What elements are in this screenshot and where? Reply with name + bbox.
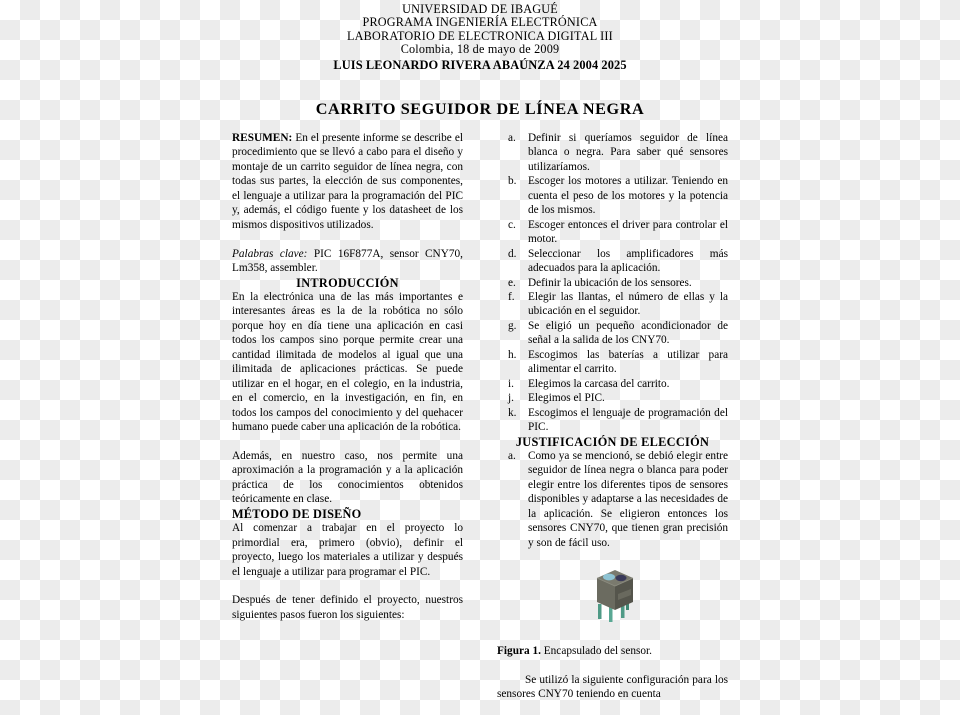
list-item-marker: b. <box>508 175 517 188</box>
heading-justificacion-de-eleccion: JUSTIFICACIÓN DE ELECCIÓN <box>515 434 710 449</box>
list-item <box>497 377 728 391</box>
intro-paragraph-1: En la electrónica una de las más importantes e interesantes áreas es la de la robótica no sólo porque hoy en día tiene una aplicación en casi todos los campos sino porque permite crear una cantidad ilimitada de modelos al igual que una ilimitada de aplicaciones prácticas. Se puede utilizar en el hogar, en el colegio, en la industria, en el comercio, en la investigación, en fin, en todos los campos del conocimiento y del quehacer humano puede caber una aplicación de la robótica. <box>232 290 463 434</box>
justification-list <box>497 449 728 550</box>
list-item <box>497 218 728 247</box>
list-item <box>497 406 728 435</box>
list-item-marker: f. <box>508 290 515 303</box>
list-item-text: Elegir las llantas, el número de ellas y la ubicación en el seguidor. <box>528 290 728 318</box>
abstract-label: RESUMEN: <box>232 132 293 144</box>
keywords-paragraph <box>232 247 463 276</box>
document-header <box>0 0 960 73</box>
list-item-text: Seleccionar los amplificadores más adecuados para la aplicación. <box>528 247 728 275</box>
list-item-marker: a. <box>508 132 516 144</box>
list-item-text: Como ya se mencionó, se debió elegir entre seguidor de línea negra o blanca para poder elegir entre los diferentes tipos de sensores disponibles y adaptarse a las necesidades de la aplicación. Se eligieron entonces los sensores CNY70, que tienen gran precisión y son de fácil uso. <box>528 449 728 549</box>
figure-1 <box>497 564 728 629</box>
abstract-text: En el presente informe se describe el procedimiento que se llevó a cabo para el diseño y montaje de un carrito seguidor de línea negra, con todas sus partes, la elección de sus componentes, el lenguaje a utilizar para la programación del PIC y, además, el código fuente y los datasheet de los mismos dispositivos utilizados. <box>232 132 463 231</box>
keywords-label: Palabras clave: <box>232 247 308 260</box>
header-line-laboratory: LABORATORIO DE ELECTRONICA DIGITAL III <box>347 28 613 43</box>
list-item-marker: c. <box>508 218 516 231</box>
method-paragraph-2: Después de tener definido el proyecto, nuestros siguientes pasos fueron los siguientes: <box>232 594 463 621</box>
right-column <box>497 131 728 715</box>
left-column <box>232 131 463 715</box>
heading-introduccion: INTRODUCCIÓN <box>296 275 399 290</box>
list-item-marker: i. <box>508 377 514 390</box>
intro-paragraph-2: Además, en nuestro caso, nos permite una aproximación a la programación y a la aplicación práctica de los conocimientos obtenidos teóricamente en clase. <box>232 449 463 506</box>
list-item <box>497 290 728 319</box>
list-item <box>497 449 728 550</box>
list-item <box>497 174 728 217</box>
list-item <box>497 131 728 174</box>
list-item-marker: d. <box>508 247 517 260</box>
list-item <box>497 276 728 290</box>
keywords-text: PIC 16F877A, sensor CNY70, Lm358, assembler. <box>232 247 463 275</box>
list-item-text: Elegimos la carcasa del carrito. <box>528 377 670 390</box>
list-item-marker: g. <box>508 319 517 332</box>
figure-caption-label: Figura 1. <box>497 645 541 658</box>
list-item <box>497 348 728 377</box>
figure-1-caption <box>497 644 728 658</box>
list-item-marker: a. <box>508 449 516 462</box>
list-item <box>497 391 728 405</box>
list-item-text: Escoger los motores a utilizar. Teniendo en cuenta el peso de los motores y la potencia de los mismos. <box>528 175 728 217</box>
list-item <box>497 247 728 276</box>
method-paragraph-1: Al comenzar a trabajar en el proyecto lo primordial era, primero (obvio), definir el proyecto, luego los materiales a utilizar y después el lenguaje a utilizar para programar el PIC. <box>232 522 463 578</box>
page-title: CARRITO SEGUIDOR DE LÍNEA NEGRA <box>315 99 645 118</box>
header-line-program: PROGRAMA INGENIERÍA ELECTRÓNICA <box>362 15 598 30</box>
list-item-text: Definir si queríamos seguidor de línea blanca o negra. Para saber qué sensores utilizaríamos. <box>528 132 728 173</box>
list-item-text: Escogimos las baterías a utilizar para alimentar el carrito. <box>528 348 728 376</box>
figure-caption-text: Encapsulado del sensor. <box>540 645 652 658</box>
after-figure-paragraph: Se utilizó la siguiente configuración para los sensores CNY70 teniendo en cuenta <box>497 674 728 701</box>
list-item-text: Definir la ubicación de los sensores. <box>528 276 692 289</box>
list-item-marker: e. <box>508 276 516 289</box>
heading-metodo-de-diseno: MÉTODO DE DISEÑO <box>232 506 362 521</box>
list-item-marker: j. <box>508 392 514 405</box>
list-item-marker: k. <box>508 406 517 419</box>
list-item-marker: h. <box>508 348 517 361</box>
header-line-date: Colombia, 18 de mayo de 2009 <box>400 42 560 57</box>
list-item-text: Escogimos el lenguaje de programación del PIC. <box>528 406 728 434</box>
design-steps-list <box>497 131 728 435</box>
two-column-body <box>0 131 960 715</box>
list-item <box>497 319 728 348</box>
list-item-text: Se eligió un pequeño acondicionador de señal a la salida de los CNY70. <box>528 319 728 347</box>
cny70-sensor-package-photo <box>581 564 645 624</box>
list-item-text: Escoger entonces el driver para controlar el motor. <box>528 218 728 246</box>
list-item-text: Elegimos el PIC. <box>528 392 605 405</box>
abstract-paragraph <box>232 131 463 232</box>
header-line-author: LUIS LEONARDO RIVERA ABAÚNZA 24 2004 2025 <box>333 57 627 72</box>
header-line-university: UNIVERSIDAD DE IBAGUÉ <box>402 2 558 16</box>
